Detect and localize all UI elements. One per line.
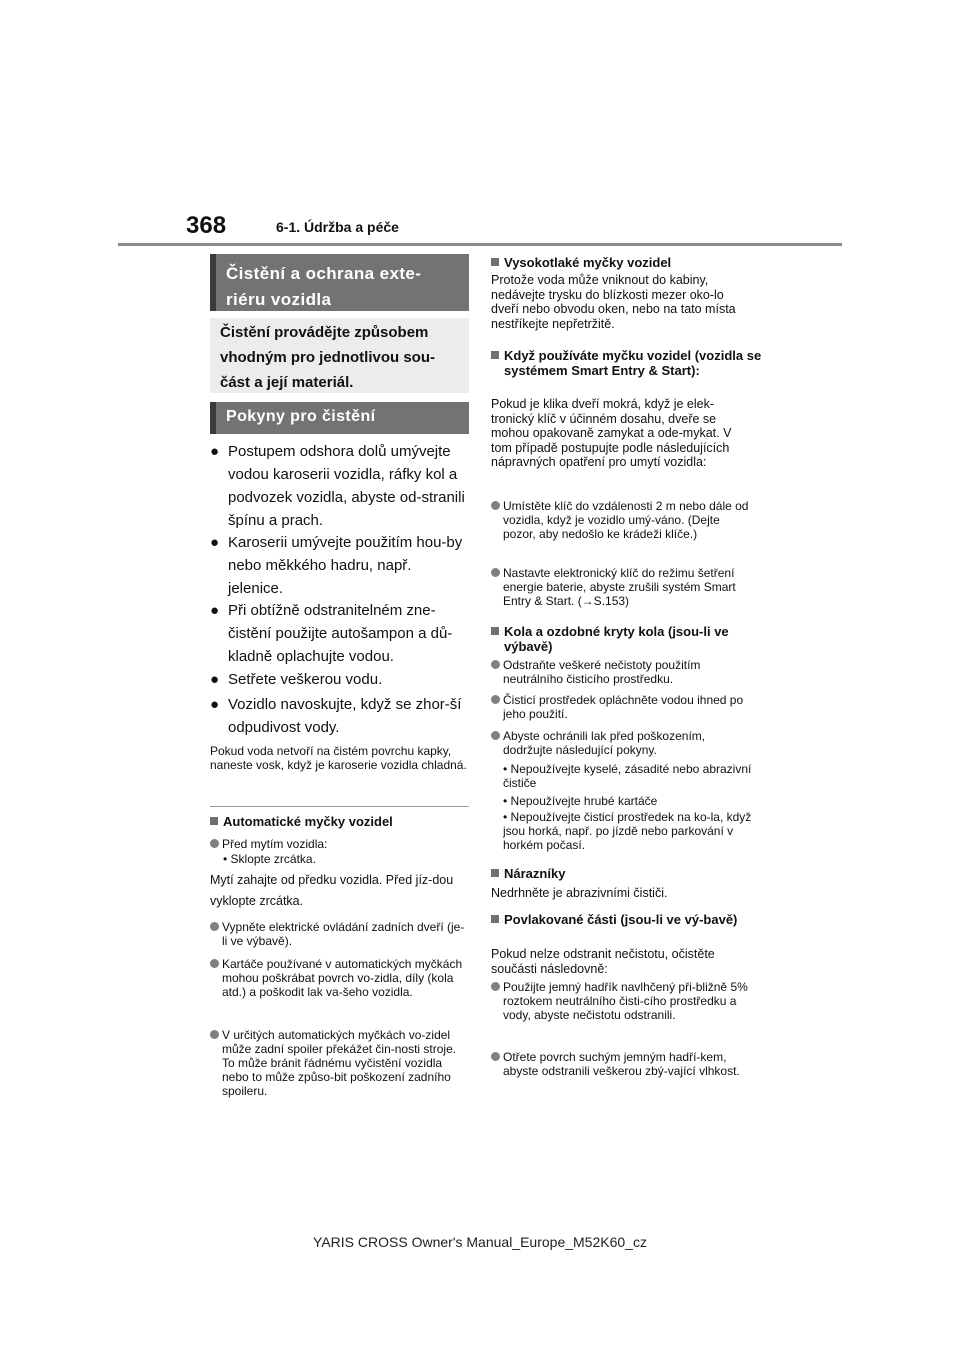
subheading-coated-parts: Povlakované části (jsou-li ve vý-bavě) (491, 912, 766, 927)
section-title: 6-1. Údržba a péče (276, 219, 399, 235)
smart-entry-text: Pokud je klika dveří mokrá, když je elek-tronický klíč v účinném dosahu, dveře se mohou opakovaně zamykat a ode-mykat. V tom případě postupujte podle následujících nápravných opatření pro umytí vozidla: (491, 397, 732, 469)
sub-item: • Nepoužívejte hrubé kartáče (503, 794, 658, 808)
subheading-auto-wash: Automatické myčky vozidel (210, 814, 468, 829)
circle-item: Vypněte elektrické ovládání zadních dveří (je-li ve výbavě). (210, 920, 468, 948)
wax-note: Pokud voda netvoří na čistém povrchu kapky, naneste vosk, když je karoserie vozidla chladná. (210, 744, 467, 772)
sub-item: • Nepoužívejte kyselé, zásadité nebo abrazivní čističe (503, 762, 752, 790)
bumpers-text: Nedrhněte je abrazivními čističi. (491, 886, 668, 900)
list-item: ● Setřete veškerou vodu. (210, 671, 383, 688)
auto-wash-text: Mytí zahajte od předku vozidla. Před jíz-dou vyklopte zrcátka. (210, 873, 454, 908)
circle-item: Kartáče používané v automatických myčkách mohou poškrábat povrch vo-zidla, díly (kola atd.) a poškodit lak va-šeho vozidla. (210, 957, 468, 999)
circle-item: Čisticí prostředek opláchněte vodou ihned po jeho použití. (491, 693, 753, 721)
footer: YARIS CROSS Owner's Manual_Europe_M52K60_cz (313, 1234, 647, 1250)
divider (210, 806, 469, 807)
circle-item: Abyste ochránili lak před poškozením, dodržujte následující pokyny. (491, 729, 753, 757)
sub-item: • Nepoužívejte čisticí prostředek na ko-la, když jsou horká, např. po jízdě nebo parkování v horkém počasí. (503, 810, 752, 852)
circle-item: Umístěte klíč do vzdálenosti 2 m nebo dále od vozidla, když je vozidlo umý-váno. (Dejte pozor, aby nedošlo ke krádeži klíče.) (491, 499, 753, 541)
circle-item: Odstraňte veškeré nečistoty použitím neutrálního čisticího prostředku. (491, 658, 753, 686)
list-item: ● Při obtížně odstranitelném zne-čistění použijte autošampon a dů-kladně oplachujte vodou. (210, 602, 453, 665)
chapter-box-title: Čistění a ochrana exte-riéru vozidla (210, 254, 469, 311)
subheading-pressure-wash: Vysokotlaké myčky vozidel (491, 255, 753, 270)
sub-item: • Sklopte zrcátka. (223, 852, 316, 866)
circle-item: Použijte jemný hadřík navlhčený při-bližně 5% roztokem neutrálního čisti-cího prostředku a vody, abyste nečistotu odstranili. (491, 980, 753, 1022)
subheading-wheels: Kola a ozdobné kryty kola (jsou-li ve výbavě) (491, 624, 766, 654)
circle-item: Nastavte elektronický klíč do režimu šetření energie baterie, abyste zrušili systém Smart Entry & Start. (→S.153) (491, 566, 753, 608)
subheading-bumpers: Nárazníky (491, 866, 753, 881)
coated-parts-text: Pokud nelze odstranit nečistotu, očistěte součásti následovně: (491, 947, 715, 976)
list-item: ● Vozidlo navoskujte, když se zhor-ší odpudivost vody. (210, 696, 462, 736)
intro-box: Čistění provádějte způsobem vhodným pro jednotlivou sou-část a její materiál. (210, 318, 469, 393)
circle-item: Otřete povrch suchým jemným hadří-kem, abyste odstranili veškerou zbý-vající vlhkost. (491, 1050, 753, 1078)
subheading-smart-entry: Když používáte myčku vozidel (vozidla se systémem Smart Entry & Start): (491, 348, 766, 378)
pokyny-box-title: Pokyny pro čistění (210, 402, 469, 434)
pressure-wash-text: Protože voda může vniknout do kabiny, nedávejte trysku do blízkosti mezer oko-lo dveří nebo obvodu oken, nebo na tato místa nestříkejte nepřetržitě. (491, 273, 736, 331)
page-number: 368 (186, 212, 227, 239)
circle-item: Před mytím vozidla: (210, 837, 468, 851)
circle-item: V určitých automatických myčkách vo-zidel může zadní spoiler překážet čin-nosti stroje. To může bránit řádnému vyčistění vozidla nebo to může způso-bit poškození zadního spoileru. (210, 1028, 468, 1098)
header-rule (118, 243, 842, 246)
list-item: ● Postupem odshora dolů umývejte vodou karoserii vozidla, ráfky kol a podvozek vozidla, abyste od-stranili špínu a prach. (210, 443, 465, 529)
list-item: ● Karoserii umývejte použitím hou-by nebo měkkého hadru, např. jelenice. (210, 534, 463, 597)
